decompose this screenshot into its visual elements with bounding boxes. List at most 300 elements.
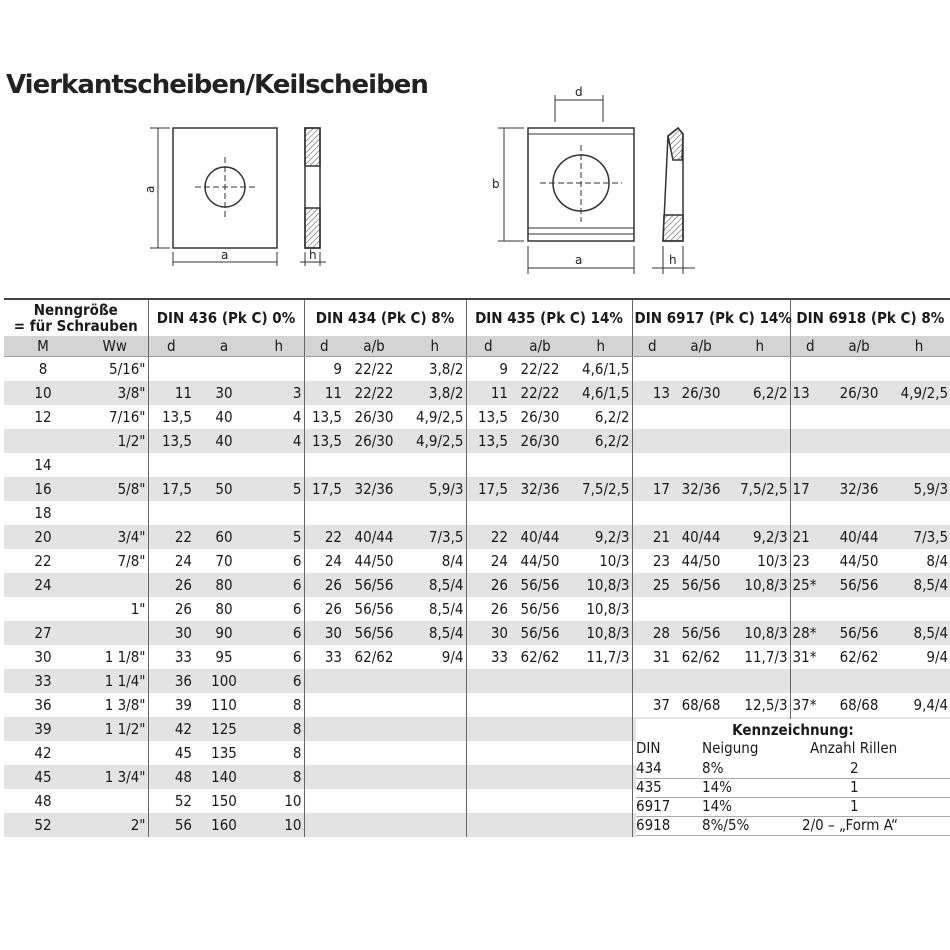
group-header-2: DIN 434 (Pk C) 8% — [304, 299, 466, 336]
table-cell — [194, 453, 254, 477]
table-cell — [194, 357, 254, 382]
table-cell: 9/4 — [926, 648, 949, 666]
table-row — [4, 621, 950, 645]
table-cell: 80 — [215, 600, 233, 618]
table-cell — [730, 501, 790, 525]
table-cell: 6 — [254, 573, 304, 597]
table-cell: 39 — [148, 693, 194, 717]
table-cell — [888, 453, 950, 477]
table-cell — [82, 789, 148, 813]
sub-header-8: d — [466, 336, 510, 357]
table-row — [4, 549, 950, 573]
dim-label-a-square-side: a — [143, 185, 157, 193]
table-cell: 21 — [790, 525, 830, 549]
table-cell: 6 — [254, 669, 304, 693]
dim-label-b-wedge: b — [492, 177, 500, 191]
table-cell: 11 — [304, 381, 344, 405]
table-cell — [344, 789, 404, 813]
kennzeichnung-cell: 2/0 – „Form A“ — [802, 816, 898, 834]
kennzeichnung-legend — [636, 719, 950, 837]
table-cell — [790, 357, 830, 382]
table-cell: 31 — [632, 645, 672, 669]
sub-header-3: a — [194, 336, 254, 357]
table-cell — [404, 789, 466, 813]
table-cell: 135 — [211, 744, 237, 762]
table-cell: 7,5/2,5 — [570, 477, 632, 501]
table-row — [4, 573, 950, 597]
table-cell: 1 1/2" — [82, 717, 148, 741]
table-cell: 6 — [292, 600, 302, 618]
table-cell: 7/3,5 — [888, 525, 950, 549]
kennzeichnung-row — [636, 778, 950, 798]
kennzeichnung-cell: 2 — [850, 759, 859, 777]
kennzeichnung-row — [636, 797, 950, 817]
table-cell: 56/56 — [672, 621, 730, 645]
table-cell: 95 — [215, 648, 233, 666]
table-cell: 10 — [284, 792, 302, 810]
kennzeichnung-header — [636, 739, 950, 758]
table-cell: 3,8/2 — [428, 360, 464, 378]
table-cell: 13 — [790, 381, 830, 405]
kennzeichnung-cell: 6918 — [636, 816, 671, 834]
page-title: Vierkantscheiben/Keilscheiben — [6, 70, 428, 100]
table-cell — [830, 429, 888, 453]
kennzeichnung-cell: 8% — [702, 759, 724, 777]
table-cell: 10,8/3 — [570, 573, 632, 597]
table-cell — [672, 405, 730, 429]
table-cell: 32/36 — [344, 477, 404, 501]
table-cell — [304, 669, 344, 693]
table-cell: 22 — [148, 525, 194, 549]
table-cell: 28* — [790, 621, 830, 645]
table-cell: 56/56 — [510, 573, 570, 597]
table-cell: 62/62 — [354, 648, 394, 666]
table-cell: 6 — [292, 648, 302, 666]
table-cell: 26 — [148, 597, 194, 621]
table-cell: 17,5 — [148, 477, 194, 501]
table-cell: 31* — [790, 645, 830, 669]
table-cell — [344, 501, 404, 525]
table-cell: 9,2/3 — [570, 525, 632, 549]
table-cell: 11,7/3 — [744, 648, 788, 666]
table-cell — [82, 741, 148, 765]
table-cell: 8 — [254, 765, 304, 789]
kennzeichnung-title: Kennzeichnung: — [732, 721, 854, 739]
table-cell: 90 — [194, 621, 254, 645]
sub-header-12: a/b — [672, 336, 730, 357]
table-cell: 48 — [148, 765, 194, 789]
table-cell: 13 — [632, 381, 672, 405]
table-row — [4, 477, 950, 501]
table-cell — [672, 501, 730, 525]
table-cell: 4,9/2,5 — [416, 408, 464, 426]
group-header-4: DIN 6917 (Pk C) 14% — [632, 299, 790, 336]
table-cell: 8/4 — [441, 552, 464, 570]
table-cell: 8/4 — [926, 552, 949, 570]
table-cell — [888, 429, 950, 453]
group-header-row — [4, 299, 950, 336]
kennzeichnung-cell: 14% — [702, 778, 732, 796]
table-cell: 60 — [194, 525, 254, 549]
table-cell — [254, 453, 304, 477]
table-cell: 23 — [790, 549, 830, 573]
table-cell: 26/30 — [354, 408, 394, 426]
table-cell: 9/4 — [441, 648, 464, 666]
table-cell: 110 — [211, 696, 237, 714]
table-cell: 22 — [304, 525, 344, 549]
table-cell: 13,5 — [466, 405, 510, 429]
table-cell: 13,5 — [148, 405, 194, 429]
table-cell: 9,2/3 — [730, 525, 790, 549]
table-cell — [790, 501, 830, 525]
table-cell: 9,4/4 — [913, 696, 949, 714]
table-cell: 10/3 — [599, 552, 630, 570]
table-cell — [344, 693, 404, 717]
table-cell: 39 — [4, 717, 82, 741]
table-cell: 1/2" — [82, 429, 148, 453]
table-cell: 8 — [292, 744, 302, 762]
table-cell — [888, 357, 950, 382]
table-cell: 56/56 — [520, 600, 560, 618]
kennzeichnung-cell: 14% — [702, 797, 732, 815]
table-cell — [510, 501, 570, 525]
table-cell — [510, 453, 570, 477]
table-cell: 13,5 — [304, 405, 344, 429]
table-cell: 4,6/1,5 — [570, 381, 632, 405]
table-cell: 40/44 — [510, 525, 570, 549]
table-cell: 26/30 — [344, 429, 404, 453]
table-cell: 14 — [34, 456, 52, 474]
table-cell: 1 3/8" — [104, 696, 146, 714]
table-cell: 24 — [304, 549, 344, 573]
table-cell — [254, 501, 304, 525]
table-cell — [510, 765, 570, 789]
table-cell — [510, 789, 570, 813]
table-cell — [344, 813, 404, 837]
table-cell: 26 — [304, 573, 344, 597]
table-cell — [510, 669, 570, 693]
table-row — [4, 429, 950, 453]
table-cell — [672, 453, 730, 477]
table-cell: 44/50 — [681, 552, 721, 570]
sub-header-4: h — [254, 336, 304, 357]
table-cell: 68/68 — [839, 696, 879, 714]
table-cell — [466, 765, 510, 789]
table-cell: 17 — [790, 477, 830, 501]
table-cell: 37 — [632, 693, 672, 717]
table-cell: 12,5/3 — [744, 696, 788, 714]
table-cell: 26/30 — [510, 429, 570, 453]
table-cell — [830, 501, 888, 525]
table-cell — [344, 765, 404, 789]
table-cell: 56/56 — [354, 600, 394, 618]
kennzeichnung-cell: 8%/5% — [702, 816, 750, 834]
table-cell — [730, 597, 790, 621]
table-cell — [404, 741, 466, 765]
table-cell — [466, 813, 510, 837]
table-cell — [570, 693, 632, 717]
table-cell — [82, 573, 148, 597]
table-cell — [632, 669, 672, 693]
table-cell — [888, 669, 950, 693]
table-cell — [510, 717, 570, 741]
table-cell: 56/56 — [510, 621, 570, 645]
table-cell: 13,5 — [304, 429, 344, 453]
table-cell — [404, 717, 466, 741]
table-cell — [466, 741, 510, 765]
table-cell: 32/36 — [510, 477, 570, 501]
table-cell: 52 — [148, 789, 194, 813]
table-cell: 26 — [466, 597, 510, 621]
table-cell: 140 — [194, 765, 254, 789]
table-cell — [404, 693, 466, 717]
table-cell: 10 — [254, 813, 304, 837]
table-cell — [888, 405, 950, 429]
table-row — [4, 669, 950, 693]
table-cell: 26 — [304, 597, 344, 621]
table-cell: 22/22 — [354, 360, 394, 378]
table-cell: 17 — [632, 477, 672, 501]
table-cell: 24 — [148, 549, 194, 573]
table-cell — [570, 789, 632, 813]
table-cell: 45 — [148, 741, 194, 765]
table-cell: 6,2/2 — [570, 429, 632, 453]
table-cell: 4,9/2,5 — [404, 429, 466, 453]
table-cell: 5,9/3 — [404, 477, 466, 501]
table-cell: 6 — [254, 621, 304, 645]
table-cell: 44/50 — [839, 552, 879, 570]
table-cell — [730, 405, 790, 429]
table-cell — [672, 669, 730, 693]
table-cell: 4,6/1,5 — [582, 360, 630, 378]
kennzeichnung-cell: 434 — [636, 759, 662, 777]
table-cell — [304, 717, 344, 741]
table-cell: 32/36 — [672, 477, 730, 501]
table-cell: 2" — [82, 813, 148, 837]
table-cell — [632, 501, 672, 525]
table-cell: 62/62 — [681, 648, 721, 666]
table-cell: 8,5/4 — [888, 621, 950, 645]
table-row — [4, 597, 950, 621]
table-cell: 1 1/4" — [82, 669, 148, 693]
table-cell: 1 1/8" — [104, 648, 146, 666]
table-cell: 4 — [292, 408, 302, 426]
table-cell: 3/8" — [82, 381, 148, 405]
table-cell: 25 — [632, 573, 672, 597]
table-cell — [82, 501, 148, 525]
table-cell — [830, 453, 888, 477]
table-cell: 30 — [194, 381, 254, 405]
table-cell — [790, 597, 830, 621]
table-cell: 9 — [466, 357, 510, 382]
table-cell — [404, 765, 466, 789]
table-cell — [830, 597, 888, 621]
table-cell — [510, 813, 570, 837]
table-cell: 13,5 — [148, 429, 194, 453]
table-cell: 33 — [4, 669, 82, 693]
table-cell: 30 — [34, 648, 52, 666]
table-cell: 36 — [148, 669, 194, 693]
sub-header-5: d — [304, 336, 344, 357]
table-cell: 8,5/4 — [888, 573, 950, 597]
table-cell: 160 — [194, 813, 254, 837]
group-header-0: Nenngröße = für Schrauben — [4, 299, 148, 336]
table-cell: 56/56 — [830, 621, 888, 645]
table-cell — [344, 453, 404, 477]
table-cell: 7/8" — [117, 552, 146, 570]
table-cell — [570, 765, 632, 789]
table-cell: 6 — [292, 552, 302, 570]
table-cell: 18 — [34, 504, 52, 522]
table-cell — [404, 813, 466, 837]
table-cell — [510, 741, 570, 765]
table-cell — [888, 597, 950, 621]
sub-header-6: a/b — [344, 336, 404, 357]
table-cell: 1 3/4" — [82, 765, 148, 789]
table-cell — [148, 357, 194, 382]
table-cell: 5/8" — [82, 477, 148, 501]
table-cell — [344, 717, 404, 741]
table-cell: 50 — [194, 477, 254, 501]
table-cell — [632, 429, 672, 453]
table-cell — [304, 789, 344, 813]
table-cell: 30 — [148, 621, 194, 645]
table-cell: 3/4" — [82, 525, 148, 549]
table-cell: 100 — [194, 669, 254, 693]
kennzeichnung-row — [636, 759, 950, 779]
kz-head-neigung: Neigung — [702, 739, 759, 757]
table-cell — [4, 429, 82, 453]
table-cell: 10,8/3 — [570, 621, 632, 645]
table-cell: 32/36 — [830, 477, 888, 501]
sub-header-14: d — [790, 336, 830, 357]
table-cell: 8,5/4 — [428, 600, 464, 618]
table-cell: 125 — [194, 717, 254, 741]
table-cell: 80 — [194, 573, 254, 597]
table-cell: 11 — [148, 381, 194, 405]
table-row — [4, 525, 950, 549]
table-cell: 36 — [34, 696, 52, 714]
table-cell — [570, 501, 632, 525]
table-cell: 56/56 — [672, 573, 730, 597]
table-cell: 13,5 — [466, 429, 510, 453]
table-cell: 33 — [304, 645, 344, 669]
table-cell — [730, 669, 790, 693]
table-cell: 5,9/3 — [888, 477, 950, 501]
dim-label-h-wedge: h — [669, 253, 677, 267]
table-cell: 40 — [194, 429, 254, 453]
table-cell: 11 — [466, 381, 510, 405]
table-cell: 10 — [4, 381, 82, 405]
table-cell — [888, 501, 950, 525]
sub-header-9: a/b — [510, 336, 570, 357]
table-cell: 5 — [254, 477, 304, 501]
table-cell: 42 — [34, 744, 52, 762]
sub-header-15: a/b — [830, 336, 888, 357]
table-cell — [570, 741, 632, 765]
table-cell: 7/16" — [108, 408, 146, 426]
sub-header-16: h — [888, 336, 950, 357]
table-cell: 40/44 — [830, 525, 888, 549]
table-cell: 30 — [304, 621, 344, 645]
table-cell — [790, 453, 830, 477]
table-row — [4, 357, 950, 382]
table-cell: 4,9/2,5 — [888, 381, 950, 405]
table-cell — [404, 453, 466, 477]
table-row — [4, 381, 950, 405]
table-cell: 25* — [790, 573, 830, 597]
table-cell: 45 — [4, 765, 82, 789]
table-cell: 44/50 — [520, 552, 560, 570]
table-cell: 37* — [790, 693, 830, 717]
table-row — [4, 453, 950, 477]
table-cell — [730, 453, 790, 477]
table-cell: 16 — [4, 477, 82, 501]
table-cell: 26 — [148, 573, 194, 597]
table-cell — [304, 765, 344, 789]
table-cell — [830, 357, 888, 382]
table-cell: 33 — [148, 645, 194, 669]
group-header-5: DIN 6918 (Pk C) 8% — [790, 299, 950, 336]
table-cell — [632, 357, 672, 382]
table-cell: 1" — [130, 600, 146, 618]
table-cell — [304, 453, 344, 477]
table-cell: 24 — [4, 573, 82, 597]
table-cell: 10,8/3 — [730, 573, 790, 597]
table-cell: 40 — [215, 408, 233, 426]
kennzeichnung-cell: 1 — [850, 778, 859, 796]
table-cell — [404, 501, 466, 525]
table-cell: 56/56 — [344, 573, 404, 597]
table-cell — [304, 741, 344, 765]
table-cell: 22/22 — [520, 360, 560, 378]
table-cell: 150 — [211, 792, 237, 810]
table-cell — [194, 501, 254, 525]
sub-header-row — [4, 336, 950, 357]
table-cell: 7/3,5 — [404, 525, 466, 549]
table-cell: 33 — [466, 645, 510, 669]
table-row — [4, 501, 950, 525]
table-cell: 40/44 — [344, 525, 404, 549]
table-cell: 22/22 — [344, 381, 404, 405]
table-cell: 30 — [466, 621, 510, 645]
table-cell: 22/22 — [510, 381, 570, 405]
table-cell — [570, 717, 632, 741]
table-cell: 5/16" — [108, 360, 146, 378]
table-cell: 11,7/3 — [586, 648, 630, 666]
table-cell: 5 — [254, 525, 304, 549]
table-cell: 28 — [632, 621, 672, 645]
table-row — [4, 693, 950, 717]
table-cell: 4 — [254, 429, 304, 453]
table-cell — [82, 621, 148, 645]
table-cell — [344, 669, 404, 693]
sub-header-1: Ww — [82, 336, 148, 357]
table-cell — [404, 669, 466, 693]
group-header-3: DIN 435 (Pk C) 14% — [466, 299, 632, 336]
dim-label-a-wedge: a — [575, 253, 583, 267]
table-cell — [466, 693, 510, 717]
table-cell — [148, 501, 194, 525]
table-cell: 48 — [34, 792, 52, 810]
table-cell — [4, 597, 82, 621]
table-cell — [632, 453, 672, 477]
table-cell: 8 — [38, 360, 48, 378]
kennzeichnung-cell: 435 — [636, 778, 662, 796]
group-header-1: DIN 436 (Pk C) 0% — [148, 299, 304, 336]
table-cell: 6,2/2 — [730, 381, 790, 405]
dim-label-a-square: a — [221, 248, 229, 262]
